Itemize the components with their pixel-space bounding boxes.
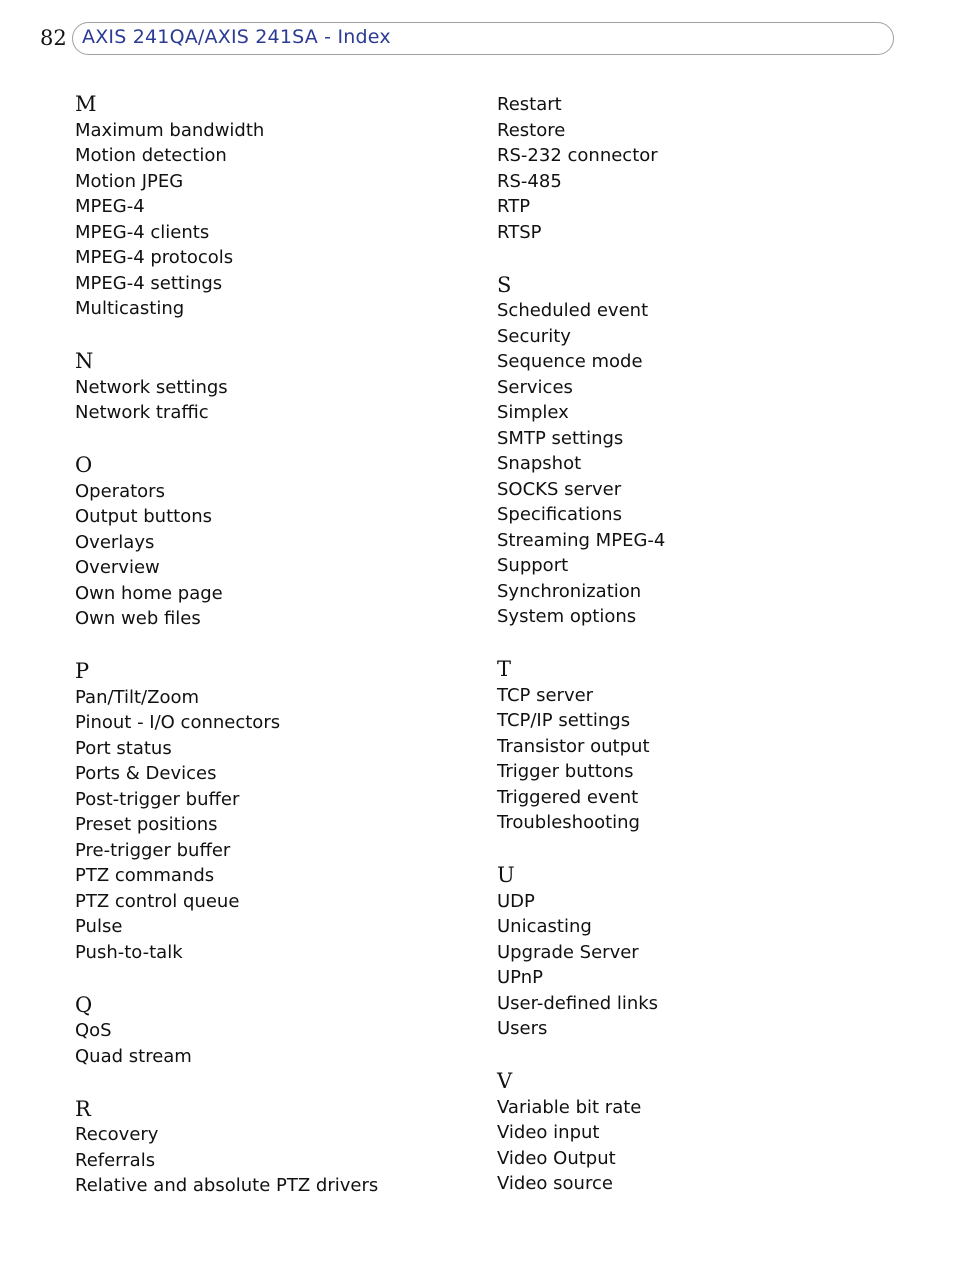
index-entry: Trigger buttons (497, 761, 634, 782)
index-entry: Services (497, 376, 573, 398)
index-entry: Recovery (75, 1124, 159, 1145)
index-entry: Security (497, 325, 571, 347)
index-entry: RS-485 (497, 170, 562, 192)
index-entry: RTP (497, 196, 531, 217)
index-entry: Preset positions (75, 814, 218, 835)
index-entry: Upgrade Server (497, 941, 639, 963)
index-entry: User-defined links (497, 992, 659, 1014)
index-entry: UPnP (497, 967, 543, 988)
index-section (497, 273, 917, 630)
index-entry: MPEG-4 (75, 196, 145, 217)
index-entry: MPEG-4 protocols (75, 247, 234, 268)
section-letter: V (497, 1069, 513, 1093)
index-section (75, 92, 475, 322)
index-entry: Pinout - I/O connectors (75, 712, 281, 733)
index-entry: Pan/Tilt/Zoom (75, 686, 200, 708)
index-entry: Video source (497, 1173, 613, 1194)
section-letter: U (497, 863, 515, 887)
index-entry: Network traffic (75, 402, 209, 423)
index-entry: Streaming MPEG-4 (497, 529, 666, 551)
index-section (75, 659, 475, 965)
index-entry: Motion JPEG (75, 170, 184, 192)
index-entry: RS-232 connector (497, 145, 658, 166)
index-entry: Quad stream (75, 1045, 192, 1067)
index-entry: Pulse (75, 916, 123, 937)
section-letter: P (75, 659, 90, 683)
index-entry: UDP (497, 890, 535, 912)
index-entry: Post-trigger buffer (75, 788, 240, 810)
index-entry: Transistor output (497, 735, 650, 757)
index-entry: Maximum bandwidth (75, 119, 265, 141)
index-section (497, 1069, 917, 1197)
index-entry: Video input (497, 1122, 600, 1143)
index-entry: System options (497, 606, 637, 627)
index-entry: Simplex (497, 402, 569, 423)
index-entry: TCP/IP settings (497, 710, 631, 731)
index-entry: Pre-trigger buffer (75, 839, 231, 861)
page-header (40, 22, 896, 58)
index-entry: Snapshot (497, 453, 582, 474)
index-entry: Motion detection (75, 145, 227, 166)
index-section (75, 993, 475, 1070)
index-entry: RTSP (497, 221, 542, 243)
index-section (75, 453, 475, 632)
section-letter: T (497, 657, 512, 681)
section-letter: R (75, 1096, 91, 1121)
index-entry: MPEG-4 clients (75, 221, 210, 243)
index-entry: Unicasting (497, 916, 592, 937)
index-entry: Overlays (75, 531, 155, 553)
index-entry: Network settings (75, 376, 228, 398)
section-letter: O (75, 453, 93, 477)
index-section (497, 92, 917, 245)
index-entry: Relative and absolute PTZ drivers (75, 1175, 379, 1196)
index-section (75, 349, 475, 426)
index-section (497, 657, 917, 836)
index-entry: Synchronization (497, 580, 642, 602)
index-entry: Own web files (75, 608, 201, 629)
section-letter: Q (75, 992, 93, 1017)
section-letter: S (497, 272, 512, 297)
index-entry: Restore (497, 119, 566, 141)
index-entry: MPEG-4 settings (75, 272, 223, 294)
section-letter: M (75, 92, 97, 116)
index-entry: Ports & Devices (75, 763, 217, 784)
index-column-left (75, 92, 475, 1226)
section-letter: N (75, 349, 94, 373)
index-entry: Operators (75, 480, 165, 502)
index-entry: Multicasting (75, 298, 185, 319)
index-column-right (497, 92, 917, 1224)
index-entry: TCP server (497, 684, 594, 706)
index-entry: Troubleshooting (497, 812, 640, 833)
index-entry: Support (497, 555, 569, 576)
index-entry: PTZ commands (75, 865, 215, 886)
index-entry: Restart (497, 94, 562, 115)
index-entry: Variable bit rate (497, 1096, 642, 1118)
index-entry: Triggered event (497, 786, 639, 808)
index-entry: Overview (75, 557, 160, 578)
index-section (75, 1097, 475, 1199)
index-entry: QoS (75, 1020, 112, 1041)
index-entry: Users (497, 1018, 548, 1039)
page-number: 82 (40, 26, 67, 50)
index-entry: Scheduled event (497, 300, 649, 321)
index-entry: Sequence mode (497, 351, 643, 372)
index-entry: SMTP settings (497, 427, 624, 449)
index-entry: Own home page (75, 582, 223, 604)
index-entry: Push-to-talk (75, 941, 183, 963)
index-entry: PTZ control queue (75, 890, 240, 912)
header-title-bar (72, 22, 894, 55)
index-entry: Referrals (75, 1149, 156, 1171)
index-section (497, 863, 917, 1042)
document-title: AXIS 241QA/AXIS 241SA - Index (82, 26, 391, 48)
index-entry: Specifications (497, 504, 622, 525)
index-entry: Port status (75, 737, 172, 759)
index-entry: Output buttons (75, 506, 212, 527)
index-entry: Video Output (497, 1147, 616, 1169)
index-entry: SOCKS server (497, 478, 622, 500)
